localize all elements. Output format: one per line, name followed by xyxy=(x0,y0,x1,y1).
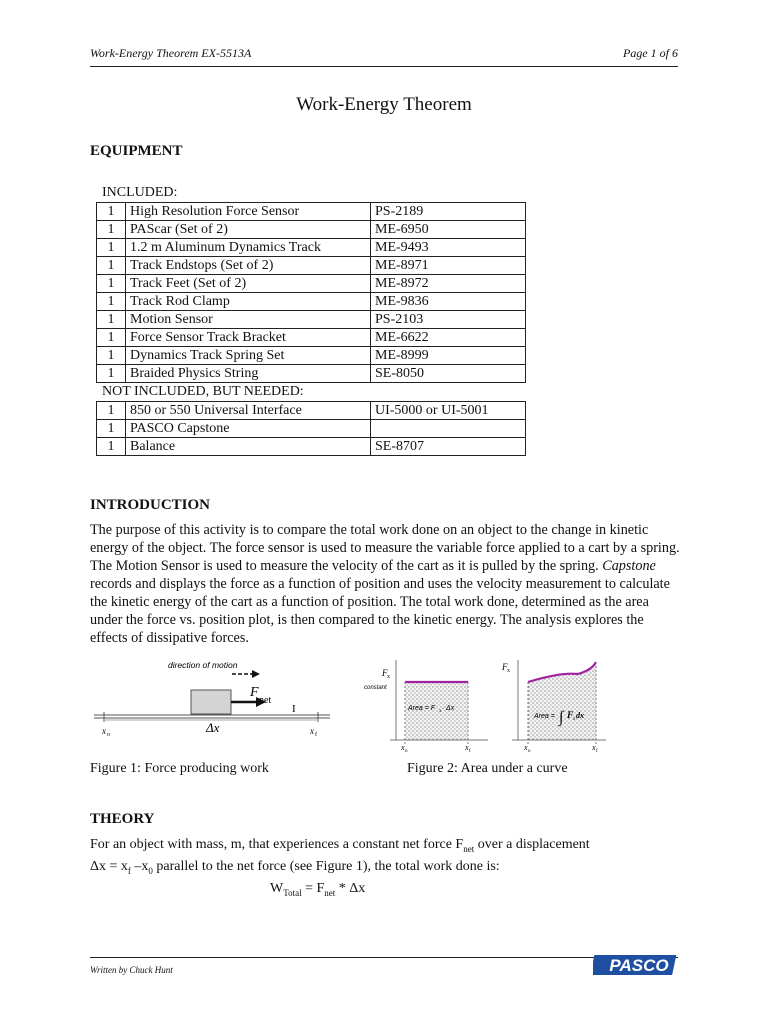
x0-label: x xyxy=(102,726,106,736)
name-cell: Track Feet (Set of 2) xyxy=(126,275,371,293)
introduction-heading: INTRODUCTION xyxy=(90,497,211,513)
footer-rule xyxy=(90,957,678,958)
qty-cell: 1 xyxy=(97,402,126,420)
cart-block xyxy=(191,690,231,714)
needed-table xyxy=(96,401,526,456)
qty-cell: 1 xyxy=(97,203,126,221)
left-axis-sub: x xyxy=(387,674,390,680)
theory-heading: THEORY xyxy=(90,811,155,827)
name-cell: 850 or 550 Universal Interface xyxy=(126,402,371,420)
force-sub: net xyxy=(259,695,272,706)
formula-w: W xyxy=(270,881,284,896)
left-area-label: Area = F xyxy=(408,705,436,712)
force-label: F xyxy=(250,685,259,700)
theory-paragraph xyxy=(90,836,690,880)
left-area-tail: · Δx xyxy=(442,705,455,712)
name-cell: Track Endstops (Set of 2) xyxy=(126,257,371,275)
name-cell: High Resolution Force Sensor xyxy=(126,203,371,221)
left-area-sub: x xyxy=(439,709,442,714)
theory-x0-sub: 0 xyxy=(148,865,153,876)
direction-label: direction of motion xyxy=(168,660,238,670)
left-axis-label: F xyxy=(382,668,388,678)
right-xf-label: x xyxy=(592,743,596,752)
header-page-number: Page 1 of 6 xyxy=(623,46,678,60)
code-cell: ME-8972 xyxy=(371,275,526,293)
pasco-logo xyxy=(593,952,679,978)
code-cell: ME-9493 xyxy=(371,239,526,257)
needed-label: NOT INCLUDED, BUT NEEDED: xyxy=(102,384,304,399)
figure2-diagram xyxy=(356,654,612,754)
name-cell: Motion Sensor xyxy=(126,311,371,329)
formula-tail: * Δx xyxy=(335,881,366,896)
right-integral-sign: ∫ xyxy=(559,709,564,726)
table-row xyxy=(97,239,526,257)
code-cell: UI-5000 or UI-5001 xyxy=(371,402,526,420)
right-area-label: Area = xyxy=(534,713,555,720)
qty-cell: 1 xyxy=(97,420,126,438)
x0-sub: o xyxy=(107,732,110,738)
figure1-diagram xyxy=(92,654,340,742)
table-row xyxy=(97,329,526,347)
qty-cell: 1 xyxy=(97,293,126,311)
code-cell: SE-8707 xyxy=(371,438,526,456)
formula-fnet-sub: net xyxy=(324,887,336,898)
code-cell: ME-6622 xyxy=(371,329,526,347)
right-axis-sub: x xyxy=(507,668,510,674)
table-row xyxy=(97,420,526,438)
right-integrand-sub: x xyxy=(573,717,576,722)
name-cell: 1.2 m Aluminum Dynamics Track xyxy=(126,239,371,257)
logo-text: PASCO xyxy=(609,956,669,975)
included-table xyxy=(96,202,526,383)
theory-text-3: Δx = x xyxy=(90,858,128,874)
table-row xyxy=(97,293,526,311)
formula-eq: = F xyxy=(301,881,325,896)
code-cell: SE-8050 xyxy=(371,365,526,383)
table-row xyxy=(97,257,526,275)
code-cell xyxy=(371,420,526,438)
qty-cell: 1 xyxy=(97,438,126,456)
right-axis-label: F xyxy=(502,662,508,672)
introduction-paragraph xyxy=(90,521,680,647)
theory-xf-sub: f xyxy=(127,865,131,876)
dx-label: Δx xyxy=(206,720,220,735)
name-cell: Balance xyxy=(126,438,371,456)
qty-cell: 1 xyxy=(97,239,126,257)
left-xf-sub: f xyxy=(469,749,471,754)
intro-text-2: records and displays the force as a function of position and uses the velocity measurement to calculate the kinetic energy of the cart as a function of position. The total work done, determined as the area under the force vs. position plot, is then compared to the kinetic energy. The analysis explores the effects of dissipative forces. xyxy=(90,576,670,646)
left-constant-label: constant xyxy=(364,685,387,691)
qty-cell: 1 xyxy=(97,275,126,293)
code-cell: PS-2103 xyxy=(371,311,526,329)
capstone-term: Capstone xyxy=(602,558,656,574)
cursor-glyph: I xyxy=(292,703,296,715)
right-x0-label: x xyxy=(524,743,528,752)
table-row xyxy=(97,203,526,221)
left-x0-label: x xyxy=(401,743,405,752)
left-xf-label: x xyxy=(465,743,469,752)
table-row xyxy=(97,311,526,329)
equipment-heading: EQUIPMENT xyxy=(90,143,183,159)
xf-sub: f xyxy=(315,732,317,738)
formula-w-sub: Total xyxy=(283,887,302,898)
table-row xyxy=(97,438,526,456)
code-cell: ME-8971 xyxy=(371,257,526,275)
table-row xyxy=(97,402,526,420)
right-integrand-tail: dx xyxy=(576,711,584,720)
name-cell: PAScar (Set of 2) xyxy=(126,221,371,239)
intro-text-1: The purpose of this activity is to compare the total work done on an object to the change in kinetic energy of the object. The force sensor is used to measure the variable force applied to a cart by a spring. The Motion Sensor is used to measure the velocity of the cart as it is pulled by the spring. xyxy=(90,522,680,574)
page-title: Work-Energy Theorem xyxy=(296,94,472,115)
theory-text-5: parallel to the net force (see Figure 1), the total work done is: xyxy=(152,858,500,874)
header-rule xyxy=(90,66,678,67)
header-doc-title: Work-Energy Theorem EX-5513A xyxy=(90,46,252,60)
theory-text-4: –x xyxy=(130,858,149,874)
code-cell: ME-6950 xyxy=(371,221,526,239)
table-row xyxy=(97,221,526,239)
table-row xyxy=(97,275,526,293)
name-cell: Dynamics Track Spring Set xyxy=(126,347,371,365)
figure1-caption: Figure 1: Force producing work xyxy=(90,761,269,776)
qty-cell: 1 xyxy=(97,347,126,365)
name-cell: Force Sensor Track Bracket xyxy=(126,329,371,347)
included-label: INCLUDED: xyxy=(102,185,178,200)
equipment-list xyxy=(96,184,526,456)
table-row xyxy=(97,365,526,383)
right-integrand: F xyxy=(567,710,574,720)
xf-label: x xyxy=(310,726,314,736)
left-x0-sub: o xyxy=(405,749,408,754)
qty-cell: 1 xyxy=(97,365,126,383)
right-xf-sub: f xyxy=(596,749,598,754)
code-cell: ME-9836 xyxy=(371,293,526,311)
theory-fnet-sub: net xyxy=(463,843,475,854)
work-formula xyxy=(270,881,365,898)
table-row xyxy=(97,347,526,365)
code-cell: PS-2189 xyxy=(371,203,526,221)
theory-text-1: For an object with mass, m, that experiences a constant net force F xyxy=(90,837,464,852)
footer-author: Written by Chuck Hunt xyxy=(90,965,173,975)
right-x0-sub: o xyxy=(528,749,531,754)
qty-cell: 1 xyxy=(97,221,126,239)
qty-cell: 1 xyxy=(97,257,126,275)
figure2-caption: Figure 2: Area under a curve xyxy=(407,761,568,776)
name-cell: Track Rod Clamp xyxy=(126,293,371,311)
qty-cell: 1 xyxy=(97,329,126,347)
code-cell: ME-8999 xyxy=(371,347,526,365)
name-cell: Braided Physics String xyxy=(126,365,371,383)
direction-arrowhead xyxy=(252,670,260,678)
theory-text-2: over a displacement xyxy=(474,837,590,852)
name-cell: PASCO Capstone xyxy=(126,420,371,438)
qty-cell: 1 xyxy=(97,311,126,329)
